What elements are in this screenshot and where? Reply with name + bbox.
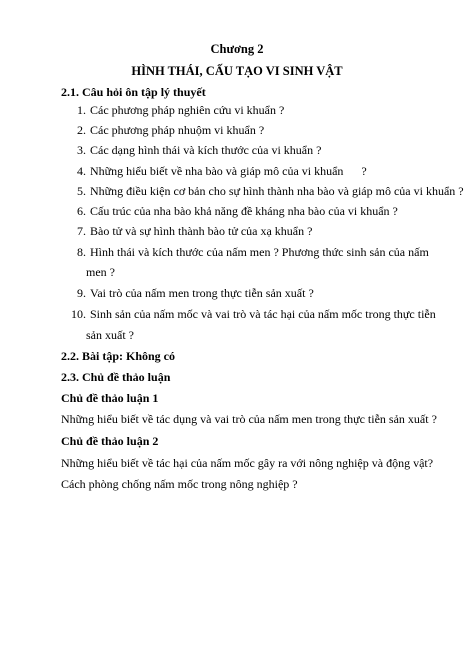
topic2-text-line1: Những hiểu biết về tác hại của nấm mốc gây ra với nông nghiệp và động vật? (61, 456, 434, 470)
question-item (70, 103, 284, 118)
topic1-text: Những hiểu biết về tác dụng và vai trò của nấm men trong thực tiễn sản xuất ? (61, 412, 437, 426)
question-number: 2. (77, 123, 86, 137)
question-item (70, 123, 264, 138)
question-number: 1. (77, 103, 86, 117)
question-number: 9. (77, 286, 86, 300)
chapter-title: HÌNH THÁI, CẤU TẠO VI SINH VẬT (131, 64, 343, 78)
question-number: 7. (77, 224, 86, 238)
question-number: 6. (77, 204, 86, 218)
question-continuation: men ? (86, 265, 115, 279)
question-text: Sinh sản của nấm mốc và vai trò và tác hại của nấm mốc trong thực tiễn (90, 307, 436, 321)
topic2-heading: Chủ đề thảo luận 2 (61, 434, 159, 448)
chapter-label: Chương 2 (210, 42, 264, 56)
topic2-text-line2: Cách phòng chống nấm mốc trong nông nghiệp ? (61, 477, 298, 491)
topic1-heading: Chủ đề thảo luận 1 (61, 391, 159, 405)
question-item (70, 143, 321, 158)
question-item (70, 307, 436, 322)
question-item (70, 184, 464, 199)
question-item (70, 224, 312, 239)
question-number: 10. (71, 307, 86, 321)
question-text: Bào tử và sự hình thành bào tử của xạ khuẩn ? (90, 224, 313, 238)
question-number: 3. (77, 143, 86, 157)
section-discussion-heading: 2.3. Chủ đề thảo luận (61, 370, 171, 384)
question-number: 5. (77, 184, 86, 198)
question-number: 4. (77, 164, 86, 178)
question-item (70, 245, 429, 260)
question-item (70, 286, 314, 301)
question-text: Hình thái và kích thước của nấm men ? Phương thức sinh sản của nấm (90, 245, 429, 259)
section-review-heading: 2.1. Câu hỏi ôn tập lý thuyết (61, 85, 206, 99)
question-text: Vai trò của nấm men trong thực tiễn sản xuất ? (90, 286, 314, 300)
question-text: Các dạng hình thái và kích thước của vi khuẩn ? (90, 143, 322, 157)
question-text: Những hiểu biết về nha bào và giáp mô của vi khuẩn ? (90, 164, 367, 178)
question-item (70, 204, 398, 219)
question-number: 8. (77, 245, 86, 259)
question-text: Các phương pháp nghiên cứu vi khuẩn ? (90, 103, 285, 117)
question-item (70, 164, 367, 179)
question-text: Những điều kiện cơ bản cho sự hình thành nha bào và giáp mô của vi khuẩn ? (90, 184, 464, 198)
question-text: Các phương pháp nhuộm vi khuẩn ? (90, 123, 265, 137)
question-continuation: sản xuất ? (86, 328, 134, 342)
section-exercise-heading: 2.2. Bài tập: Không có (61, 349, 176, 363)
question-text: Cấu trúc của nha bào khả năng đề kháng nha bào của vi khuẩn ? (90, 204, 398, 218)
